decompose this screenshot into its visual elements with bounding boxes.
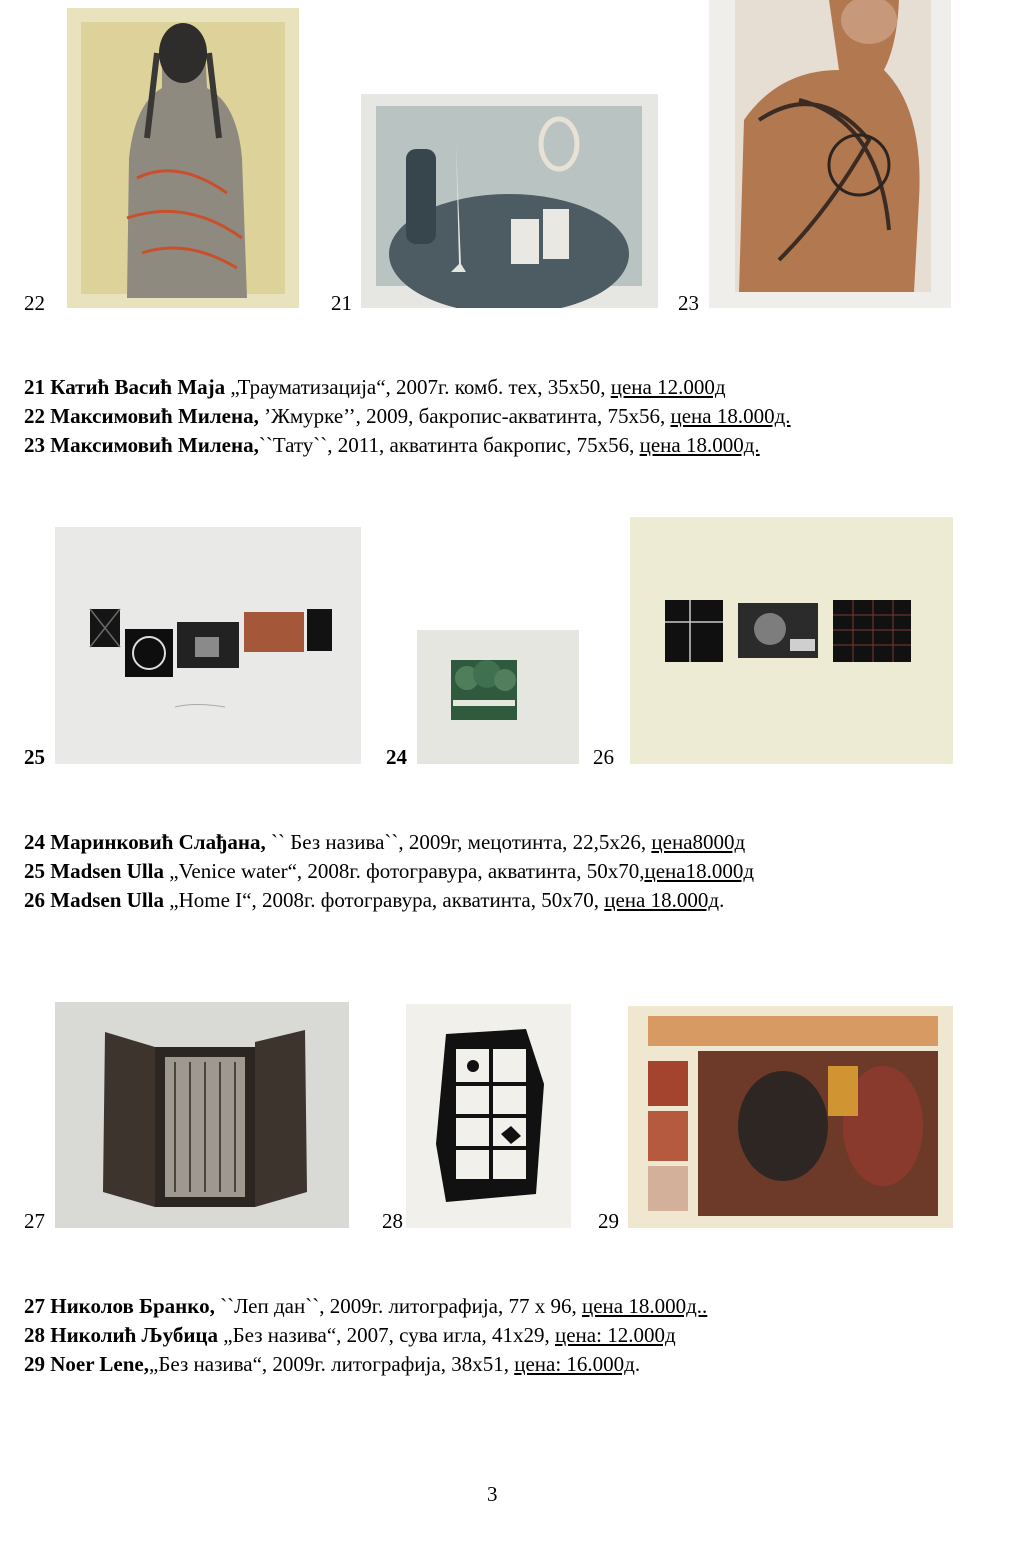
price-27: цена 18.000д.. — [582, 1294, 708, 1318]
price-24: цена8000д — [651, 830, 746, 854]
entry-28: 28 Николић Љубица „Без назива“, 2007, сува игла, 41x29, цена: 12.000д — [24, 1323, 676, 1347]
artwork-label-28: 28 — [382, 1209, 403, 1233]
entry-24: 24 Маринковић Слађана, `` Без назива``, 2009г, мецотинта, 22,5x26, цена8000д — [24, 830, 746, 854]
artwork-label-26: 26 — [593, 745, 614, 769]
price-26: цена 18.000д — [604, 888, 720, 912]
entry-25: 25 Madsen Ulla „Venice water“, 2008г. фотогравура, акватинта, 50x70,цена18.000д — [24, 859, 755, 883]
artwork-label-29: 29 — [598, 1209, 619, 1233]
artwork-label-22: 22 — [24, 291, 45, 315]
entry-23: 23 Максимовић Милена,``Тату``, 2011, акватинта бакропис, 75x56, цена 18.000д. — [24, 433, 760, 457]
artwork-23-image — [709, 0, 951, 308]
entry-22: 22 Максимовић Милена, ’Жмурке’’, 2009, бакропис-акватинта, 75x56, цена 18.000д. — [24, 404, 791, 428]
artwork-21-image — [361, 94, 658, 308]
artwork-29-image — [628, 1006, 953, 1228]
entry-26: 26 Madsen Ulla „Home I“, 2008г. фотогравура, акватинта, 50x70, цена 18.000д. — [24, 888, 725, 912]
artwork-24-image — [417, 630, 579, 764]
price-29: цена: 16.000д — [514, 1352, 635, 1376]
artwork-27-image — [55, 1002, 349, 1228]
price-25: цена18.000д — [644, 859, 755, 883]
entry-29: 29 Noer Lene,„Без назива“, 2009г. литографија, 38x51, цена: 16.000д. — [24, 1352, 641, 1376]
page-number: 3 — [487, 1482, 498, 1506]
artwork-label-21: 21 — [331, 291, 352, 315]
artwork-label-23: 23 — [678, 291, 699, 315]
entries-block-2 — [24, 828, 1004, 915]
price-22: цена 18.000д. — [670, 404, 791, 428]
entries-block-1 — [24, 373, 1004, 460]
artwork-label-25: 25 — [24, 745, 45, 769]
price-21: цена 12.000д — [610, 375, 726, 399]
entries-block-3 — [24, 1292, 1004, 1379]
artwork-label-24: 24 — [386, 745, 407, 769]
artwork-26-image — [630, 517, 953, 764]
artwork-28-image — [406, 1004, 571, 1228]
entry-27: 27 Николов Бранко, ``Леп дан``, 2009г. литографија, 77 x 96, цена 18.000д.. — [24, 1294, 708, 1318]
artwork-25-image — [55, 527, 361, 764]
price-28: цена: 12.000д — [555, 1323, 676, 1347]
price-23: цена 18.000д. — [639, 433, 760, 457]
artwork-22-image — [67, 8, 299, 308]
entry-21: 21 Катић Васић Маја „Трауматизација“, 2007г. комб. тех, 35x50, цена 12.000д — [24, 375, 726, 399]
artwork-label-27: 27 — [24, 1209, 45, 1233]
